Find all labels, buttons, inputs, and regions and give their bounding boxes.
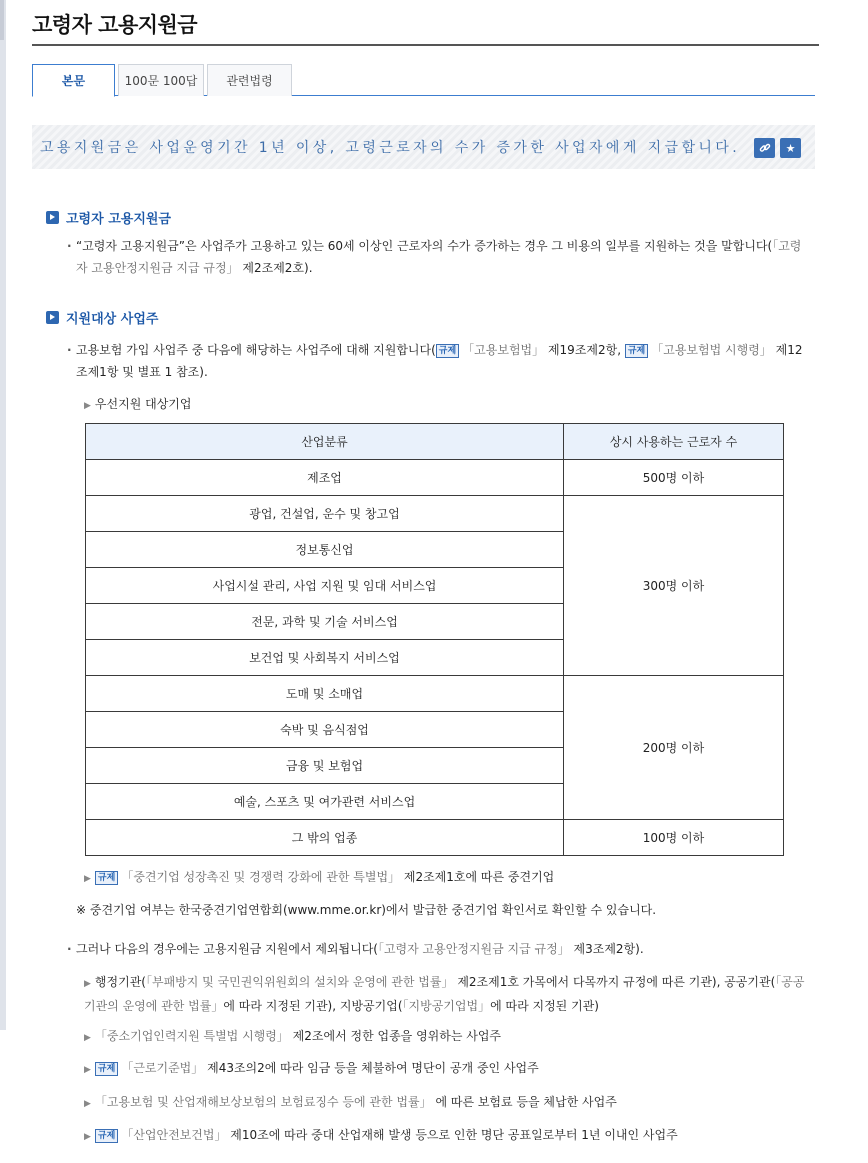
law-link[interactable]: 「고용보험법 시행령」 (651, 343, 772, 357)
section-heading-elderly-subsidy (46, 208, 171, 227)
regulation-badge[interactable]: 규제 (95, 1129, 118, 1143)
table-cell-industry: 광업, 건설업, 운수 및 창고업 (86, 496, 564, 532)
summary-text: 고용지원금은 사업운영기간 1년 이상, 고령근로자의 수가 증가한 사업자에게 지급합니다. (40, 140, 741, 156)
sub-heading-priority-companies: ▶ 우선지원 대상기업 (84, 397, 192, 411)
title-divider (32, 44, 819, 46)
paragraph-eligibility (67, 339, 812, 383)
left-edge-bar (0, 0, 6, 1030)
summary-box (32, 125, 815, 169)
triangle-bullet-icon: ▶ (84, 874, 91, 884)
table-row (86, 676, 784, 712)
tab-related-laws[interactable]: 관련법령 (207, 64, 292, 96)
triangle-bullet-icon: ▶ (84, 1033, 91, 1043)
regulation-badge[interactable]: 규제 (625, 344, 648, 358)
regulation-badge[interactable]: 규제 (95, 1062, 118, 1076)
triangle-bullet-icon: ▶ (84, 1132, 91, 1142)
bullet-dot: · (67, 942, 72, 956)
tab-100-qa[interactable]: 100문 100답 (118, 64, 204, 96)
law-link[interactable]: 「산업안전보건법」 (121, 1128, 227, 1142)
table-cell-industry: 정보통신업 (86, 532, 564, 568)
law-link[interactable]: 「지방공기업법」 (402, 999, 491, 1013)
regulation-badge[interactable]: 규제 (95, 871, 118, 885)
table-cell-industry: 제조업 (86, 460, 564, 496)
law-link[interactable]: 「고용보험법」 (462, 343, 545, 357)
law-link[interactable]: 「공공기관의 운영에 관한 법률」 (84, 975, 805, 1013)
priority-company-table (85, 423, 784, 856)
exclusion-item-public-agencies: ▶ 행정기관(「부패방지 및 국민권익위원회의 설치와 운영에 관한 법률」 제2조제1호 가목에서 다목까지 규정에 따른 기관), 공공기관(「공공기관의 운영에 관한 법률」에 따라 지정된 기관), 지방공기업(「지방공기업법」에 따라 지정된 기관) (84, 975, 805, 1013)
table-cell-workers: 500명 이하 (564, 460, 784, 496)
law-link[interactable]: 「중견기업 성장촉진 및 경쟁력 강화에 관한 특별법」 (121, 870, 401, 884)
link-button[interactable] (754, 138, 775, 158)
law-link[interactable]: 「고령자 고용안정지원금 지급 규정」 (377, 942, 570, 956)
table-cell-workers: 100명 이하 (564, 820, 784, 856)
note-midsize-check: ※ 중견기업 여부는 한국중견기업연합회(www.mme.or.kr)에서 발급한 중견기업 확인서로 확인할 수 있습니다. (76, 903, 657, 917)
sub-item-midsize-company: ▶ 규제 「중견기업 성장촉진 및 경쟁력 강화에 관한 특별법」 제2조제1호에 따른 중견기업 (84, 870, 555, 884)
section-heading-eligible-employers (46, 308, 158, 327)
exclusion-item-sme-workforce: ▶ 「중소기업인력지원 특별법 시행령」 제2조에서 정한 업종을 영위하는 사업주 (84, 1029, 502, 1043)
triangle-bullet-icon: ▶ (84, 979, 91, 989)
paragraph-exclusions (67, 938, 812, 960)
table-row (86, 460, 784, 496)
table-cell-industry: 전문, 과학 및 기술 서비스업 (86, 604, 564, 640)
favorite-button[interactable] (780, 138, 801, 158)
law-link[interactable]: 「중소기업인력지원 특별법 시행령」 (94, 1029, 289, 1043)
law-link[interactable]: 「근로기준법」 (121, 1061, 204, 1075)
exclusion-item-industrial-accident: ▶ 규제 「산업안전보건법」 제10조에 따라 중대 산업재해 발생 등으로 인한 명단 공표일로부터 1년 이내인 사업주 (84, 1128, 678, 1142)
paragraph-definition (67, 235, 812, 279)
table-header-row (86, 424, 784, 460)
exclusion-item-wage-arrears: ▶ 규제 「근로기준법」 제43조의2에 따라 임금 등을 체불하여 명단이 공개 중인 사업주 (84, 1061, 539, 1075)
law-link[interactable]: 「부패방지 및 국민권익위원회의 설치와 운영에 관한 법률」 (145, 975, 454, 989)
triangle-bullet-icon: ▶ (84, 401, 91, 411)
star-icon: ★ (785, 141, 796, 155)
exclusion-item-insurance-arrears: ▶ 「고용보험 및 산업재해보상보험의 보험료징수 등에 관한 법률」 에 따른 보험료 등을 체납한 사업주 (84, 1095, 617, 1109)
paragraph-eligibility-text: 고용보험 가입 사업주 중 다음에 해당하는 사업주에 대해 지원합니다( 규제 「고용보험법」 제19조제2항, 규제 「고용보험법 시행령」 제12조제1항 및 별표 1 참조). (76, 343, 803, 379)
regulation-badge[interactable]: 규제 (436, 344, 459, 358)
tab-bar (32, 64, 815, 96)
table-cell-industry: 사업시설 관리, 사업 지원 및 임대 서비스업 (86, 568, 564, 604)
section-heading-text: 지원대상 사업주 (66, 312, 159, 327)
table-cell-industry: 보건업 및 사회복지 서비스업 (86, 640, 564, 676)
section-heading-text: 고령자 고용지원금 (66, 212, 171, 227)
table-cell-workers: 300명 이하 (564, 496, 784, 676)
triangle-bullet-icon: ▶ (84, 1065, 91, 1075)
section-play-icon (46, 211, 59, 224)
table-cell-industry: 도매 및 소매업 (86, 676, 564, 712)
law-link[interactable]: 「고령자 고용안정지원금 지급 규정」 (76, 239, 802, 275)
law-link[interactable]: 「고용보험 및 산업재해보상보험의 보험료징수 등에 관한 법률」 (94, 1095, 432, 1109)
left-edge-bar-top (0, 0, 4, 40)
link-icon (759, 142, 771, 154)
table-cell-industry: 숙박 및 음식점업 (86, 712, 564, 748)
table-cell-workers: 200명 이하 (564, 676, 784, 820)
paragraph-exclusions-text: 그러나 다음의 경우에는 고용지원금 지원에서 제외됩니다(「고령자 고용안정지원금 지급 규정」 제3조제2항). (76, 942, 644, 956)
table-header-workers: 상시 사용하는 근로자 수 (564, 424, 784, 460)
table-cell-industry: 금융 및 보험업 (86, 748, 564, 784)
bullet-dot: · (67, 343, 72, 357)
paragraph-definition-text: “고령자 고용지원금”은 사업주가 고용하고 있는 60세 이상인 근로자의 수가 증가하는 경우 그 비용의 일부를 지원하는 것을 말합니다(「고령자 고용안정지원금 지급 규정」 제2조제2호). (76, 239, 802, 275)
table-cell-industry: 그 밖의 업종 (86, 820, 564, 856)
triangle-bullet-icon: ▶ (84, 1099, 91, 1109)
table-row (86, 820, 784, 856)
page-title: 고령자 고용지원금 (32, 13, 198, 37)
section-play-icon (46, 311, 59, 324)
table-cell-industry: 예술, 스포츠 및 여가관련 서비스업 (86, 784, 564, 820)
table-row (86, 496, 784, 532)
table-header-industry: 산업분류 (86, 424, 564, 460)
tab-main-text[interactable]: 본문 (32, 64, 115, 97)
bullet-dot: · (67, 239, 72, 253)
